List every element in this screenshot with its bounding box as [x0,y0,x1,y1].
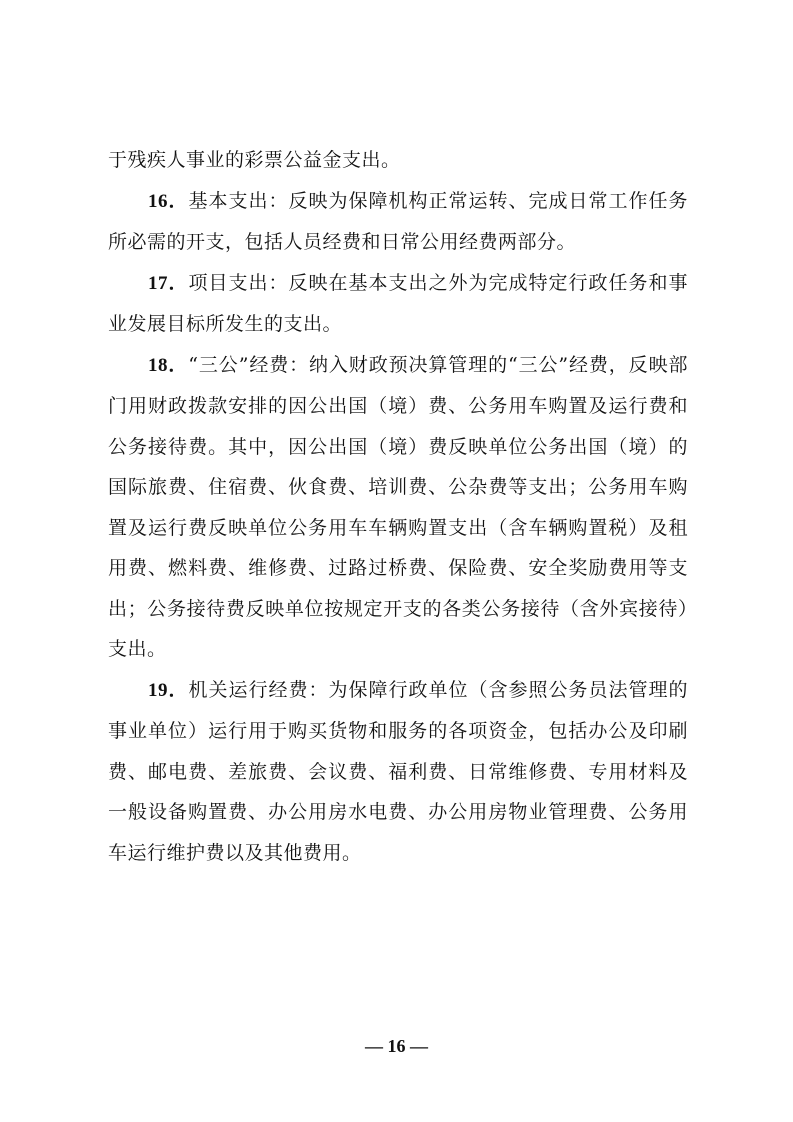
paragraph-text: 机关运行经费：为保障行政单位（含参照公务员法管理的事业单位）运行用于购买货物和服务的各项资金，包括办公及印刷费、邮电费、差旅费、会议费、福利费、日常维修费、专用材料及一般设备购置费、办公用房水电费、办公用房物业管理费、公务用车运行维护费以及其他费用。 [108,678,688,864]
paragraph-17-project-expenditure [108,263,688,345]
item-number: 16． [148,190,189,212]
paragraph-19-agency-operating-expenses [108,670,688,874]
item-number: 18． [148,354,189,376]
paragraph-continuation [108,140,688,181]
paragraph-18-three-public-expenses [108,345,688,670]
paragraph-text: “三公”经费：纳入财政预决算管理的“三公”经费，反映部门用财政拨款安排的因公出国（境）费、公务用车购置及运行费和公务接待费。其中，因公出国（境）费反映单位公务出国（境）的国际旅费、住宿费、伙食费、培训费、公杂费等支出；公务用车购置及运行费反映单位公务用车车辆购置支出（含车辆购置税）及租用费、燃料费、维修费、过路过桥费、保险费、安全奖励费用等支出；公务接待费反映单位按规定开支的各类公务接待（含外宾接待）支出。 [108,353,688,660]
paragraph-text: 项目支出：反映在基本支出之外为完成特定行政任务和事业发展目标所发生的支出。 [108,271,688,335]
paragraph-16-basic-expenditure [108,181,688,263]
paragraph-text: 基本支出：反映为保障机构正常运转、完成日常工作任务所必需的开支，包括人员经费和日常公用经费两部分。 [108,189,688,253]
item-number: 19． [148,679,189,701]
paragraph-text: 于残疾人事业的彩票公益金支出。 [108,149,401,171]
page-number: — 16 — [365,1036,428,1056]
body-text [108,140,688,873]
item-number: 17． [148,272,189,294]
